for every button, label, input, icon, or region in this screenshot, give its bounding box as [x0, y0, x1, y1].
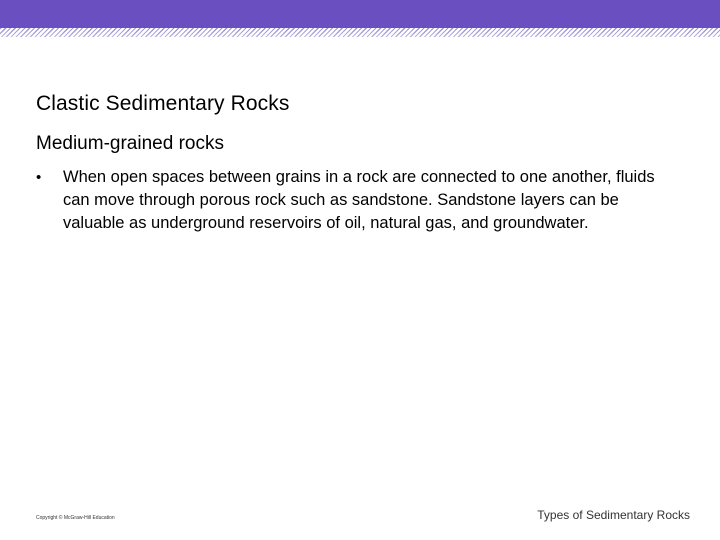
header-hatch-strip: [0, 28, 720, 37]
bullet-text: When open spaces between grains in a rock are connected to one another, fluids can move through porous rock such as sandstone. Sandstone layers can be valuable as underground reservoirs of oil, natural gas, and groundwater.: [63, 168, 655, 232]
footer-title: Types of Sedimentary Rocks: [537, 508, 690, 522]
bullet-mark: •: [36, 169, 42, 186]
slide-title: Clastic Sedimentary Rocks: [36, 92, 290, 115]
copyright-notice: Copyright © McGraw-Hill Education: [36, 515, 115, 521]
section-subheading: Medium-grained rocks: [36, 133, 224, 154]
header-band: [0, 0, 720, 28]
bullet-item: [36, 166, 676, 235]
